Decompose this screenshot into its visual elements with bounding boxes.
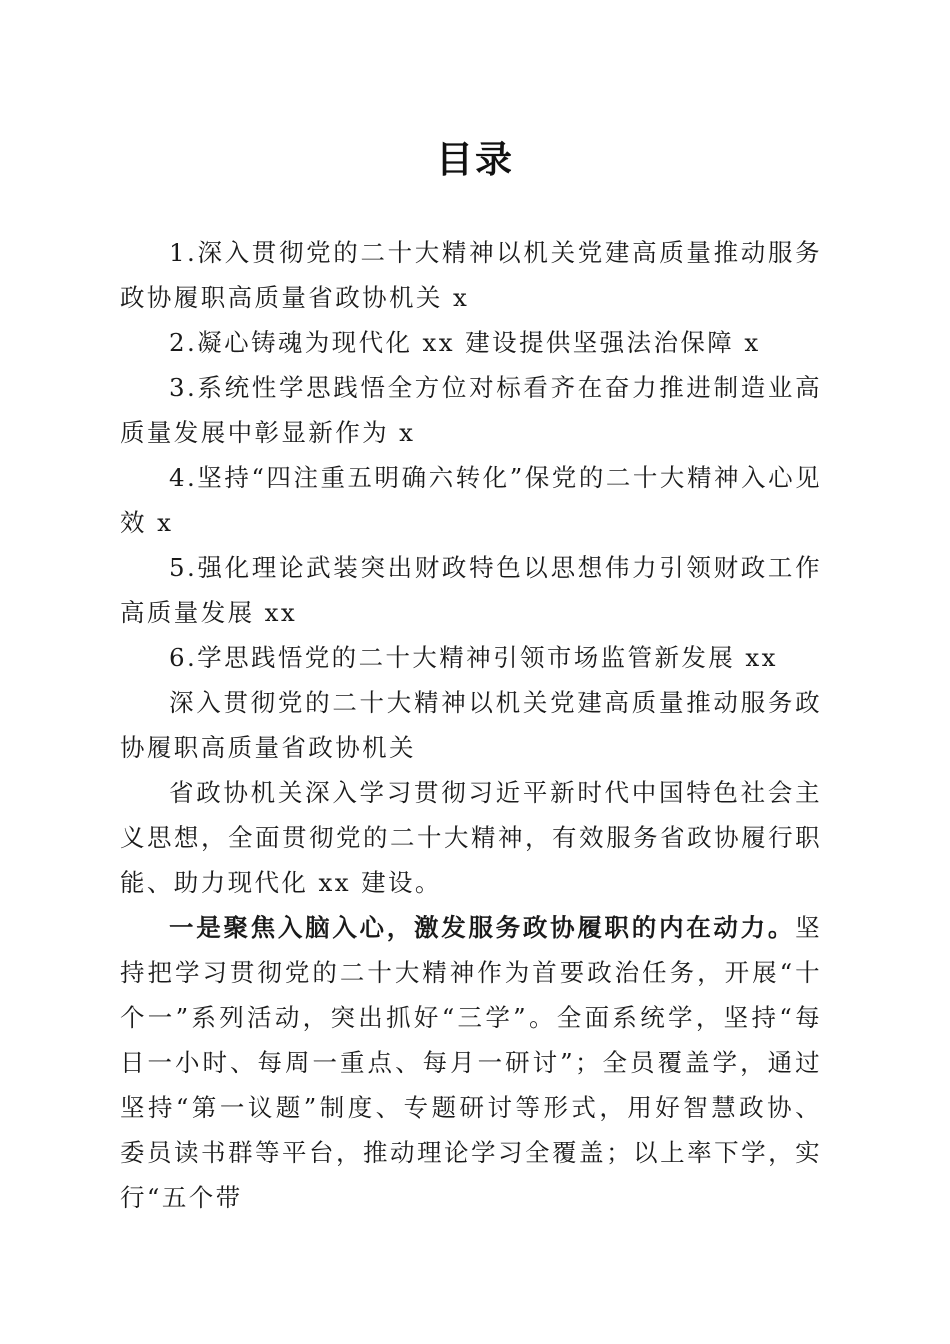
toc-entry-6[interactable]: 6.学思践悟党的二十大精神引领市场监管新发展 xx	[169, 643, 778, 672]
document-body	[120, 230, 822, 1220]
toc-entry-3[interactable]: 3.系统性学思践悟全方位对标看齐在奋力推进制造业高质量发展中彰显新作为 x	[120, 373, 822, 447]
article-heading: 深入贯彻党的二十大精神以机关党建高质量推动服务政协履职高质量省政协机关	[120, 688, 822, 762]
intro-paragraph: 省政协机关深入学习贯彻习近平新时代中国特色社会主义思想，全面贯彻党的二十大精神，有效服务省政协履行职能、助力现代化 xx 建设。	[120, 778, 822, 897]
section-1-lead: 一是聚焦入脑入心，激发服务政协履职的内在动力。	[169, 913, 796, 942]
toc-entry-2[interactable]: 2.凝心铸魂为现代化 xx 建设提供坚强法治保障 x	[169, 328, 761, 357]
section-1-text: 坚持把学习贯彻党的二十大精神作为首要政治任务，开展“十个一”系列活动，突出抓好“三学”。全面系统学，坚持“每日一小时、每周一重点、每月一研讨”；全员覆盖学，通过坚持“第一议题”制度、专题研讨等形式，用好智慧政协、委员读书群等平台，推动理论学习全覆盖；以上率下学，实行“五个带	[120, 913, 822, 1212]
toc-entry-1[interactable]: 1.深入贯彻党的二十大精神以机关党建高质量推动服务政协履职高质量省政协机关 x	[120, 238, 822, 312]
section-1-paragraph	[120, 905, 822, 1220]
page-title: 目录	[436, 137, 514, 181]
toc-entry-4[interactable]: 4.坚持“四注重五明确六转化”保党的二十大精神入心见效 x	[120, 463, 822, 537]
toc-entry-5[interactable]: 5.强化理论武装突出财政特色以思想伟力引领财政工作高质量发展 xx	[120, 553, 822, 627]
